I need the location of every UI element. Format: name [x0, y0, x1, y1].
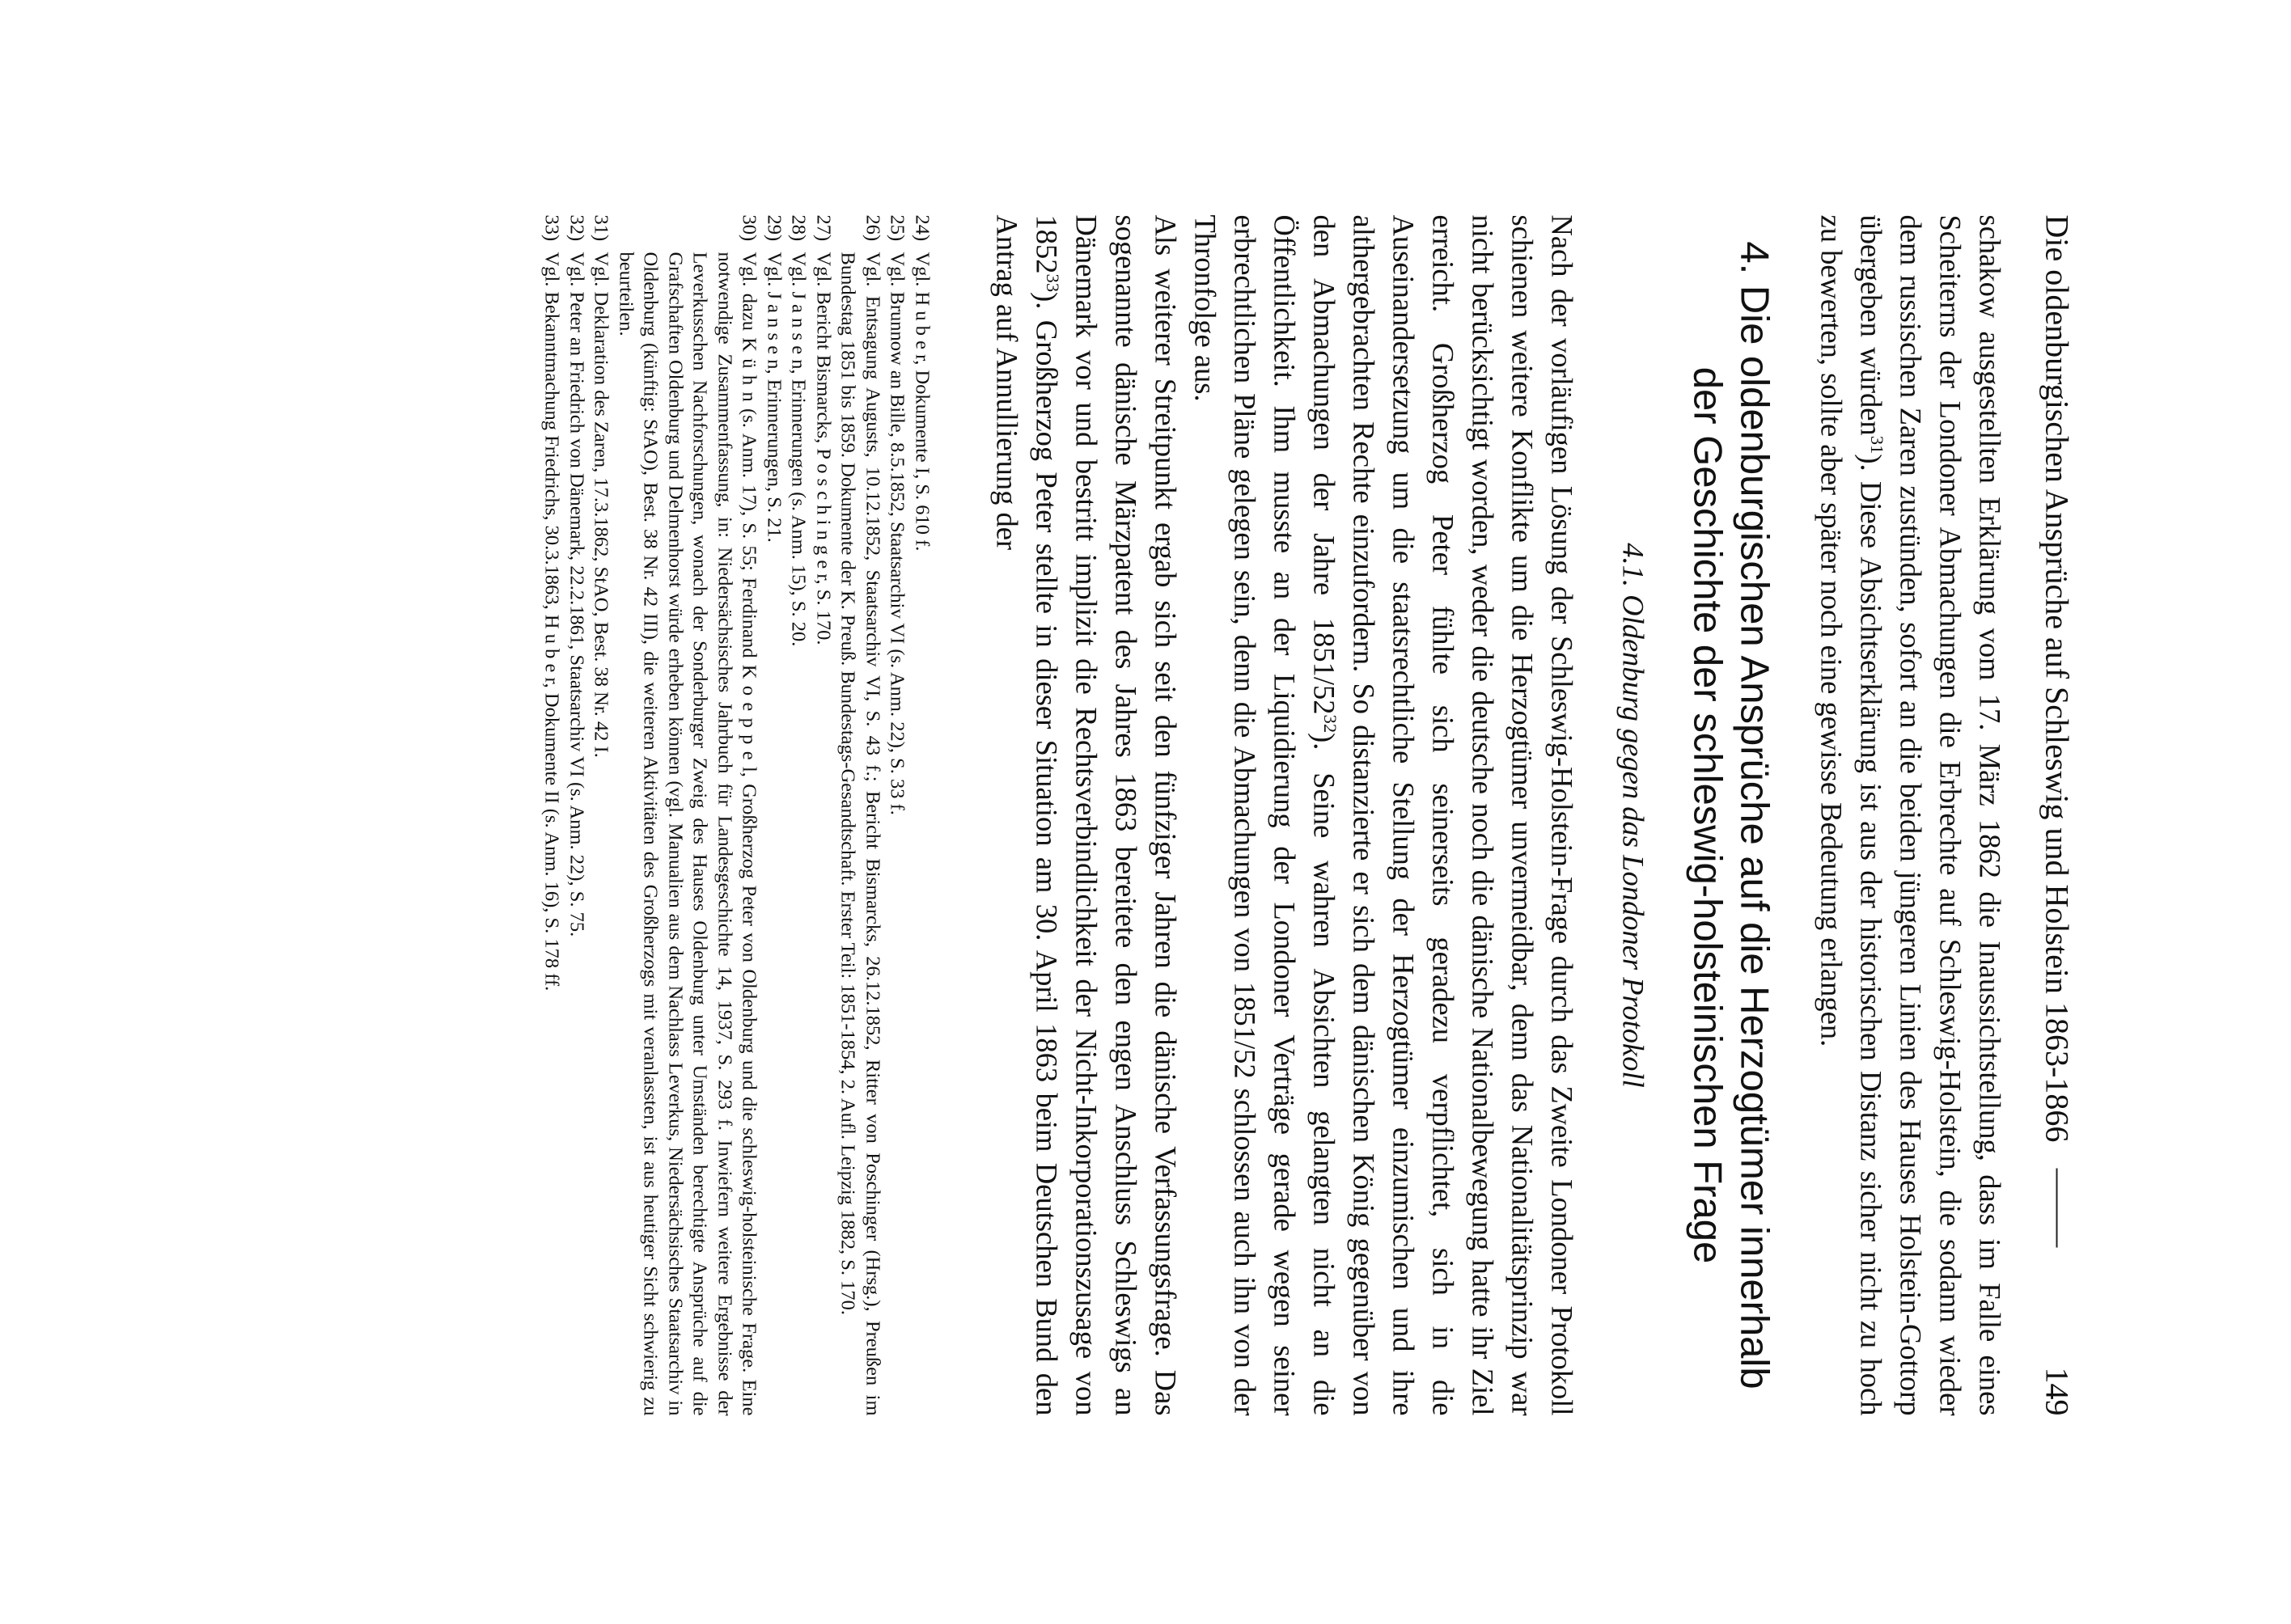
footnote-text: Vgl. Bekanntmachung Friedrichs, 30.3.1863, H u b e r, Dokumente II (s. Anm. 16), S. 178 ff. [541, 252, 563, 992]
footnote [589, 215, 614, 1416]
footnote [909, 215, 934, 1416]
footnote-text: Vgl. J a n s e n, Erinnerungen, S. 21. [763, 252, 786, 543]
footnote-ref: 31 [1866, 435, 1887, 455]
running-head-title: Die oldenburgischen Ansprüche auf Schleswig und Holstein 1863-1866 [2039, 214, 2076, 1143]
footnote [564, 215, 589, 1416]
footnote-number: 33) [541, 214, 563, 242]
book-page [0, 1, 2291, 1624]
running-head [2038, 215, 2077, 1416]
chapter-heading-line: der Geschichte der schleswig-holsteinischen Frage [1685, 366, 1730, 1264]
footnote-text: Vgl. Peter an Friedrich von Dänemark, 22.2.1861, Staatsarchiv VI (s. Anm. 22), S. 75. [565, 252, 588, 937]
footnote-number: 27) [812, 214, 835, 242]
footnote [761, 215, 786, 1416]
chapter-heading [1684, 215, 1778, 1416]
body-paragraph: Als weiterer Streitpunkt ergab sich seit den fünfziger Jahren die dänische Verfassungsfrage. Das sogenannte dänische Märzpatent des Jahres 1863 bereitete den engen Anschluss Schleswigs an Dänemark vor und bestritt implizit die Rechtsverbindlichkeit der Nicht-Inkorporationszusage von 1852$^{33}$). Großherzog Peter stellte in dieser Situation am 30. April 1863 beim Deutschen Bund den Antrag auf Annullierung der [990, 214, 1183, 1416]
footnote-text: Vgl. Bericht Bismarcks, P o s c h i n g e r, S. 170. [812, 252, 835, 645]
footnote [786, 215, 811, 1416]
footnote-number: 28) [788, 214, 810, 242]
footnote-number: 31) [591, 214, 612, 242]
text-block [540, 215, 2077, 1416]
footnote-number: 29) [763, 214, 786, 242]
footnote-text: Vgl. Deklaration des Zaren, 17.3.1862, StAO, Best. 38 Nr. 42 I. [591, 252, 612, 758]
footnote-text: Vgl. dazu K ü h n (s. Anm. 17), S. 55; Ferdinand K o e p p e l, Großherzog Peter von Oldenburg und die schleswig-holsteinische Frage. Eine notwendige Zusammenfassung, in: Niedersächsisches Jahrbuch für Landesgeschichte 14, 1937, S. 293 f. Inwiefern weitere Ergebnisse der Leverkusschen Nachforschungen, wonach der Sonderburger Zweig des Hauses Oldenburg unter Umständen berechtigte Ansprüche auf die Grafschaften Oldenburg und Delmenhorst würde erheben können (vgl. Manualien aus dem Nachlass Leverkus, Niedersächsisches Staatsarchiv in Oldenburg (künftig: StAO), Best. 38 Nr. 42 III), die weiteren Aktivitäten des Großherzogs mit veranlassten, ist aus heutiger Sicht schwierig zu beurteilen. [615, 252, 760, 1416]
footnote [540, 215, 565, 1416]
section-heading: 4.1. Oldenburg gegen das Londoner Protokoll [1616, 543, 1650, 1088]
footnote-text: Vgl. Entsagung Augusts, 10.12.1852, Staatsarchiv VI, S. 43 f.; Bericht Bismarcks, 26.12.1852, Ritter von Poschinger (Hrsg.), Preußen im Bundestag 1851 bis 1859. Dokumente der K. Preuß. Bundestags-Gesandtschaft. Erster Teil: 1851-1854, 2. Aufl. Leipzig 1882, S. 170. [837, 252, 884, 1416]
footnote-number: 26) [862, 214, 884, 242]
footnote-ref: 33 [1042, 273, 1063, 293]
footnote-number: 25) [887, 214, 908, 242]
chapter-heading-line: 4. Die oldenburgischen Ansprüche auf die Herzogtümer innerhalb [1732, 241, 1776, 1389]
footnote [613, 215, 761, 1416]
footnote-text: Vgl. J a n s e n, Erinnerungen (s. Anm. 15), S. 20. [788, 252, 810, 647]
running-head-rule [2056, 1168, 2058, 1247]
page-number: 149 [2039, 1367, 2076, 1416]
body-paragraph: Nach der vorläufigen Lösung der Schleswig-Holstein-Frage durch das Zweite Londoner Protokoll schienen weitere Konflikte um die Herzogtümer unvermeidbar, denn das Nationalitätsprinzip war nicht berücksichtigt worden, weder die deutsche noch die dänische Nationalbewegung hatte ihr Ziel erreicht. Großherzog Peter fühlte sich seinerseits geradezu verpflichtet, sich in die Auseinandersetzung um die staatsrechtliche Stellung der Herzogtümer einzumischen und ihre althergebrachten Rechte einzufordern. So distanzierte er sich dem dänischen König gegenüber von den Abmachungen der Jahre $1851/52^{32}$). Seine wahren Absichten gelangten nicht an die Öffentlichkeit. Ihm musste an der Liquidierung der Londoner Verträge gerade wegen seiner erbrechtlichen Pläne gelegen sein, denn die Abmachungen von 1851/52 schlossen auch ihn von der Thronfolge aus. [1188, 214, 1579, 1416]
footnotes [540, 215, 934, 1416]
footnote-number: 30) [739, 214, 760, 242]
footnote-number: 32) [565, 214, 588, 242]
footnote-ref: 32 [1319, 714, 1340, 734]
footnote-text: Vgl. Brunnow an Bille, 8.5.1852, Staatsarchiv VI (s. Anm. 22), S. 33 f. [887, 252, 908, 815]
footnote [836, 215, 885, 1416]
footnote [885, 215, 910, 1416]
footnote-number: 24) [911, 214, 934, 242]
footnote-text: Vgl. H u b e r, Dokumente I, S. 610 f. [911, 252, 934, 552]
footnote [811, 215, 836, 1416]
intro-paragraph: schakow ausgestellten Erklärung vom 17. März 1862 die Inaussichtstellung, dass im Falle eines Scheiterns der Londoner Abmachungen die Erbrechte auf Schleswig-Holstein, die sodann wieder dem russischen Zaren zustünden, sofort an die beiden jüngeren Linien des Hauses Holstein-Gottorp übergeben würden$^{31}$). Diese Absichtserklärung ist aus der historischen Distanz sicher nicht zu hoch zu bewerten, sollte aber später noch eine gewisse Bedeutung erlangen. [1815, 214, 2007, 1416]
